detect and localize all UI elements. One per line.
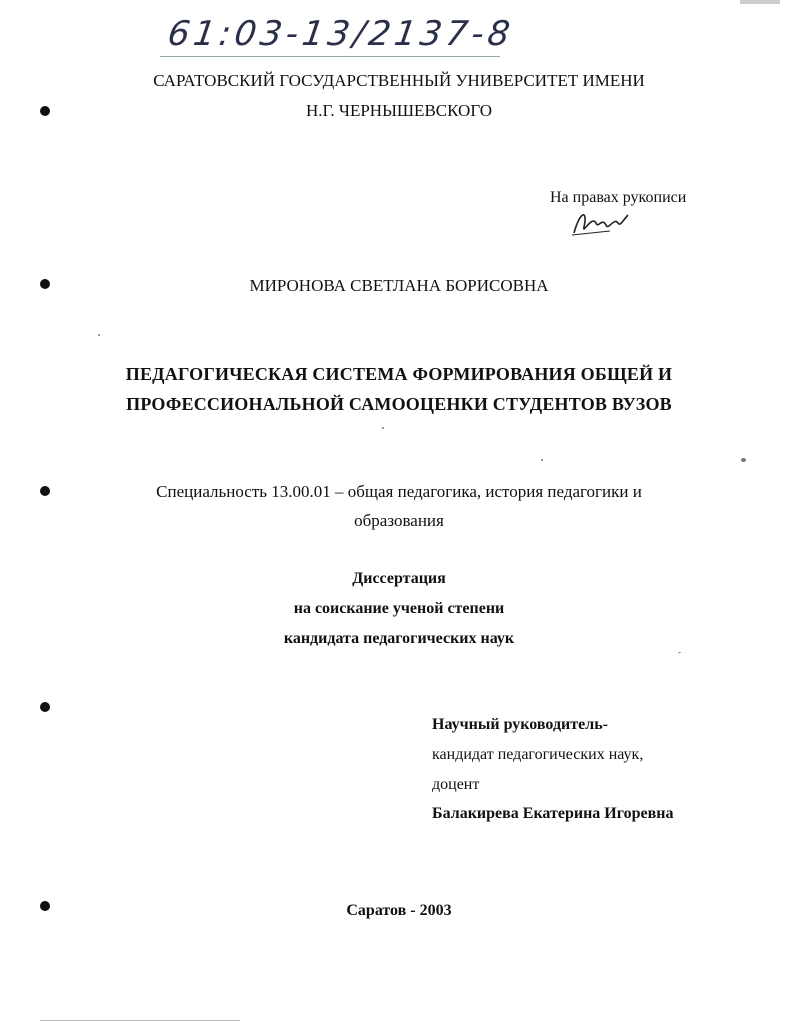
degree-line-1: Диссертация	[352, 570, 446, 587]
supervisor-name: Балакирева Екатерина Игоревна	[432, 805, 674, 822]
archive-code-underline	[160, 56, 500, 57]
rights-note: На правах рукописи	[550, 189, 687, 206]
specialty-line-2: образования	[354, 511, 444, 530]
degree-line-2: на соискание ученой степени	[293, 600, 505, 617]
specialty-line-1: Специальность 13.00.01 – общая педагогика, история педагогики и	[156, 482, 642, 501]
punch-hole-icon	[38, 483, 52, 497]
scan-speck	[382, 427, 384, 429]
place-year: Саратов - 2003	[346, 902, 452, 919]
punch-hole-icon	[38, 276, 52, 290]
degree-line-3: кандидата педагогических наук	[283, 630, 515, 647]
author-name: МИРОНОВА СВЕТЛАНА БОРИСОВНА	[249, 276, 549, 295]
supervisor-label: Научный руководитель-	[432, 716, 608, 733]
punch-hole-icon	[38, 898, 52, 912]
scan-speck	[741, 458, 746, 462]
supervisor-degree: кандидат педагогических наук,	[432, 746, 644, 763]
scan-speck	[98, 334, 100, 336]
dissertation-title-line-1: ПЕДАГОГИЧЕСКАЯ СИСТЕМА ФОРМИРОВАНИЯ ОБЩЕЙ И	[125, 364, 673, 384]
scan-speck	[541, 459, 543, 461]
supervisor-rank: доцент	[432, 776, 480, 793]
scan-edge	[40, 1020, 240, 1021]
archive-code: 61:03-13/2137-8	[165, 14, 517, 54]
scan-mark	[740, 0, 780, 4]
university-line-2: Н.Г. ЧЕРНЫШЕВСКОГО	[305, 101, 492, 120]
university-line-1: САРАТОВСКИЙ ГОСУДАРСТВЕННЫЙ УНИВЕРСИТЕТ ИМЕНИ	[153, 71, 645, 90]
signature-icon	[570, 205, 630, 239]
scan-speck	[678, 652, 681, 653]
punch-hole-icon	[38, 103, 52, 117]
punch-hole-icon	[38, 699, 52, 713]
dissertation-title-line-2: ПРОФЕССИОНАЛЬНОЙ САМООЦЕНКИ СТУДЕНТОВ ВУЗОВ	[126, 394, 672, 414]
